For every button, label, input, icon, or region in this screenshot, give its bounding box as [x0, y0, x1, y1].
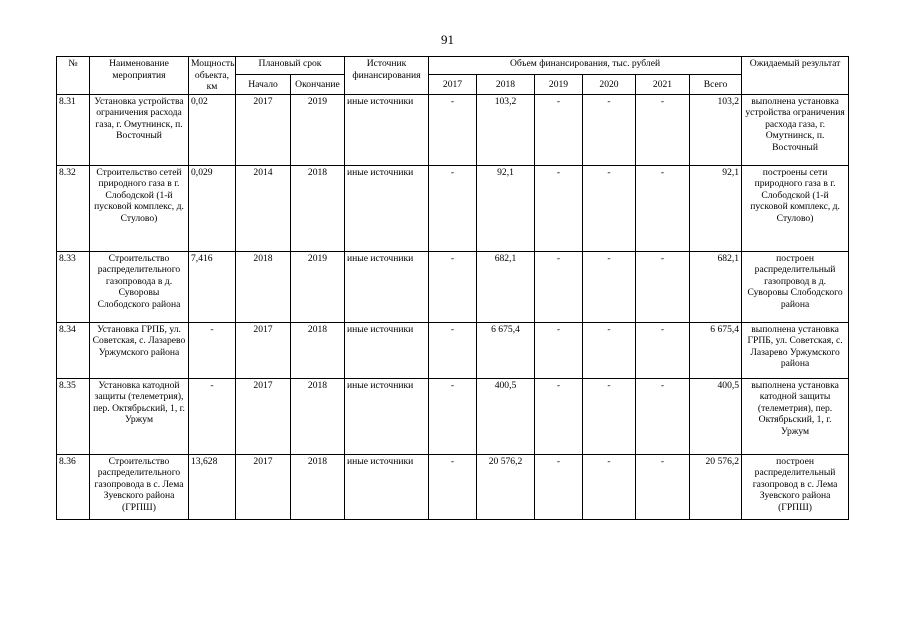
header-result: Ожидаемый результат	[742, 57, 849, 95]
row-total: 103,2	[690, 94, 742, 165]
row-2019: -	[535, 378, 583, 454]
row-2019: -	[535, 322, 583, 378]
header-row-1	[57, 57, 849, 75]
row-source: иные источники	[345, 251, 429, 322]
row-capacity: -	[189, 378, 236, 454]
row-2021: -	[636, 378, 690, 454]
row-source: иные источники	[345, 322, 429, 378]
header-num: №	[57, 57, 90, 95]
row-name: Строительство распределительного газопровода в с. Лема Зуевского района (ГРПШ)	[90, 454, 189, 519]
row-2020: -	[583, 378, 636, 454]
table-row	[57, 322, 849, 378]
row-capacity: -	[189, 322, 236, 378]
row-name: Строительство распределительного газопровода в д. Суворовы Слободского района	[90, 251, 189, 322]
row-capacity: 0,029	[189, 165, 236, 251]
table-row	[57, 378, 849, 454]
row-name: Установка устройства ограничения расхода газа, г. Омутнинск, п. Восточный	[90, 94, 189, 165]
row-2020: -	[583, 94, 636, 165]
row-end: 2018	[291, 454, 345, 519]
header-end: Окончание	[291, 75, 345, 94]
row-end: 2018	[291, 378, 345, 454]
row-source: иные источники	[345, 378, 429, 454]
table-row	[57, 165, 849, 251]
row-2018: 92,1	[477, 165, 535, 251]
row-num: 8.35	[57, 378, 90, 454]
header-year-2021: 2021	[636, 75, 690, 94]
row-2019: -	[535, 94, 583, 165]
header-source: Источник финансирования	[345, 57, 429, 95]
row-num: 8.33	[57, 251, 90, 322]
row-result: построены сети природного газа в г. Слободской (1-й пусковой комплекс, д. Стулово)	[742, 165, 849, 251]
header-capacity: Мощность объекта, км	[189, 57, 236, 95]
row-total: 400,5	[690, 378, 742, 454]
header-plan-term: Плановый срок	[236, 57, 345, 75]
row-2021: -	[636, 165, 690, 251]
row-total: 92,1	[690, 165, 742, 251]
row-2018: 400,5	[477, 378, 535, 454]
row-2019: -	[535, 251, 583, 322]
table-row	[57, 94, 849, 165]
row-2017: -	[429, 251, 477, 322]
row-2019: -	[535, 165, 583, 251]
row-start: 2017	[236, 454, 291, 519]
row-start: 2017	[236, 378, 291, 454]
row-2017: -	[429, 165, 477, 251]
row-name: Установка катодной защиты (телеметрия), пер. Октябрьский, 1, г. Уржум	[90, 378, 189, 454]
row-2018: 6 675,4	[477, 322, 535, 378]
row-2017: -	[429, 454, 477, 519]
row-2021: -	[636, 454, 690, 519]
funding-table	[56, 56, 849, 520]
row-2021: -	[636, 251, 690, 322]
row-start: 2018	[236, 251, 291, 322]
row-2020: -	[583, 454, 636, 519]
row-2017: -	[429, 322, 477, 378]
row-start: 2017	[236, 94, 291, 165]
header-year-2017: 2017	[429, 75, 477, 94]
row-2017: -	[429, 94, 477, 165]
row-name: Строительство сетей природного газа в г. Слободской (1-й пусковой комплекс, д. Стулово)	[90, 165, 189, 251]
header-funding: Объем финансирования, тыс. рублей	[429, 57, 742, 75]
header-start: Начало	[236, 75, 291, 94]
row-capacity: 0,02	[189, 94, 236, 165]
row-result: построен распределительный газопровод в д. Суворовы Слободского района	[742, 251, 849, 322]
row-2017: -	[429, 378, 477, 454]
row-2018: 682,1	[477, 251, 535, 322]
header-name: Наименование мероприятия	[90, 57, 189, 95]
row-result: выполнена установка катодной защиты (телеметрия), пер. Октябрьский, 1, г. Уржум	[742, 378, 849, 454]
row-end: 2018	[291, 165, 345, 251]
row-source: иные источники	[345, 165, 429, 251]
row-2020: -	[583, 322, 636, 378]
row-2018: 103,2	[477, 94, 535, 165]
table-row	[57, 251, 849, 322]
row-start: 2017	[236, 322, 291, 378]
row-capacity: 7,416	[189, 251, 236, 322]
header-year-2018: 2018	[477, 75, 535, 94]
row-source: иные источники	[345, 94, 429, 165]
header-year-2019: 2019	[535, 75, 583, 94]
row-num: 8.34	[57, 322, 90, 378]
table-row	[57, 454, 849, 519]
header-year-2020: 2020	[583, 75, 636, 94]
row-capacity: 13,628	[189, 454, 236, 519]
row-result: выполнена установка устройства ограничения расхода газа, г. Омутнинск, п. Восточный	[742, 94, 849, 165]
row-2019: -	[535, 454, 583, 519]
row-result: выполнена установка ГРПБ, ул. Советская, с. Лазарево Уржумского района	[742, 322, 849, 378]
row-num: 8.31	[57, 94, 90, 165]
row-source: иные источники	[345, 454, 429, 519]
row-2018: 20 576,2	[477, 454, 535, 519]
header-total: Всего	[690, 75, 742, 94]
row-2021: -	[636, 94, 690, 165]
row-2021: -	[636, 322, 690, 378]
row-total: 682,1	[690, 251, 742, 322]
row-total: 6 675,4	[690, 322, 742, 378]
row-end: 2019	[291, 251, 345, 322]
row-2020: -	[583, 165, 636, 251]
row-name: Установка ГРПБ, ул. Советская, с. Лазарево Уржумского района	[90, 322, 189, 378]
row-total: 20 576,2	[690, 454, 742, 519]
page-number: 91	[441, 32, 454, 47]
row-2020: -	[583, 251, 636, 322]
row-start: 2014	[236, 165, 291, 251]
row-result: построен распределительный газопровод в с. Лема Зуевского района (ГРПШ)	[742, 454, 849, 519]
row-end: 2018	[291, 322, 345, 378]
row-num: 8.32	[57, 165, 90, 251]
row-num: 8.36	[57, 454, 90, 519]
row-end: 2019	[291, 94, 345, 165]
